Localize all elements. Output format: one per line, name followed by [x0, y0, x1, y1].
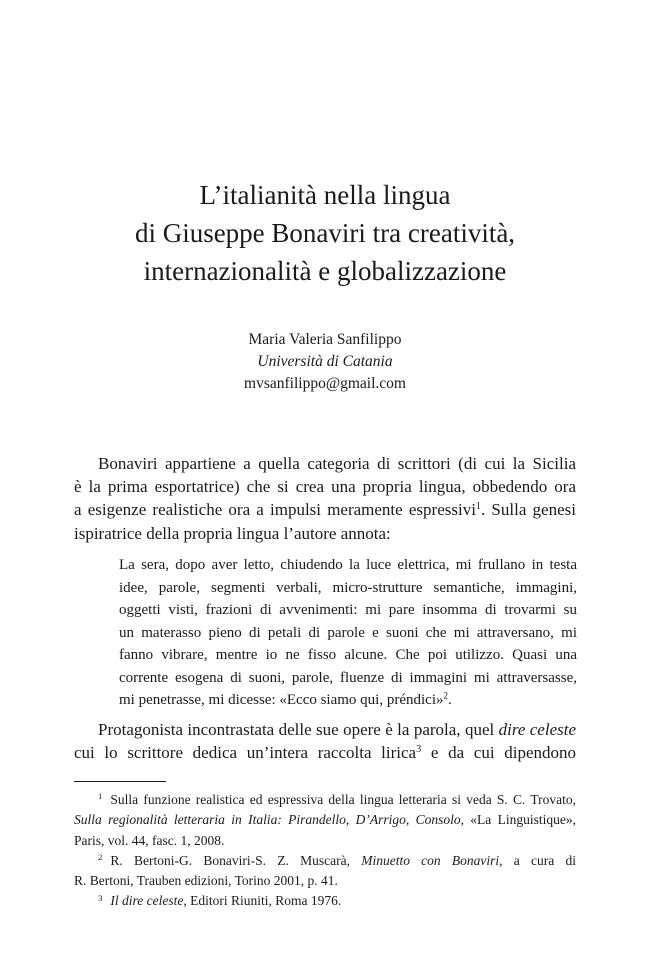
text-run: , a cura di	[499, 852, 576, 868]
quote-line: fanno vibrare, mentre io ne fisso alcune. Che poi utilizzo. Quasi una	[119, 647, 577, 663]
title-line-1: L’italianità nella lingua	[199, 180, 451, 210]
quote-line: corrente esogena di suoni, parole, fluenze di immagini mi attraversasse,	[119, 669, 577, 686]
paragraph-line	[74, 718, 576, 741]
quote-line: idee, parole, segmenti verbali, micro-strutture semantiche, immagini,	[119, 579, 577, 596]
paragraph-line	[74, 498, 576, 521]
paragraph-2	[74, 718, 576, 764]
italic-phrase: Minuetto con Bonaviri	[361, 852, 500, 868]
block-quote	[119, 554, 577, 712]
footnote-number: 1	[98, 791, 103, 802]
author-affiliation: Università di Catania	[257, 353, 393, 370]
footnote-number: 2	[98, 852, 103, 863]
text-run: . Sulla genesi	[481, 500, 576, 520]
footnote-1-line	[74, 810, 576, 830]
text-run: .	[448, 692, 452, 708]
text-run: a esigenze realistiche ora a impulsi meramente espressivi	[74, 500, 476, 520]
footnote-ref: 2	[443, 690, 448, 701]
author-email: mvsanfilippo@gmail.com	[244, 375, 406, 392]
text-run: mi penetrasse, mi dicesse: «Ecco siamo qui, préndici»	[119, 692, 444, 708]
text-run: Sulla funzione realistica ed espressiva della lingua letteraria si veda S. C. Trovato,	[110, 792, 576, 807]
title-line-2: di Giuseppe Bonaviri tra creatività,	[134, 218, 516, 248]
text-run: Protagonista incontrastata delle sue opere è la parola, quel	[98, 720, 499, 739]
paragraph-line	[74, 741, 576, 764]
footnotes	[74, 790, 576, 912]
footnote-2-line	[74, 851, 576, 871]
paragraph-line: ispiratrice della propria lingua l’autore annota:	[74, 523, 391, 543]
author-name: Maria Valeria Sanfilippo	[248, 331, 402, 348]
italic-phrase: Sulla regionalità letteraria in Italia: Pirandello, D’Arrigo, Consolo	[74, 812, 461, 828]
text-run: R. Bertoni-G. Bonaviri-S. Z. Muscarà,	[110, 852, 362, 868]
italic-phrase: dire celeste	[498, 720, 576, 739]
article-title	[0, 176, 650, 290]
footnote-ref: 3	[416, 744, 422, 756]
quote-line	[119, 689, 577, 712]
paragraph-1	[74, 452, 576, 545]
italic-phrase: Il dire celeste	[110, 893, 184, 909]
quote-line: La sera, dopo aver letto, chiudendo la luce elettrica, mi frullano in testa	[119, 557, 577, 573]
footnote-number: 3	[98, 892, 103, 903]
footnote-separator	[74, 781, 166, 782]
text-run: , «La Linguistique»,	[460, 812, 576, 828]
footnote-1-line	[74, 790, 576, 810]
footnote-1-line: Paris, vol. 44, fasc. 1, 2008.	[74, 832, 225, 848]
footnote-2-line: R. Bertoni, Trauben edizioni, Torino 2001, p. 41.	[74, 873, 338, 889]
footnote-3-line	[74, 891, 576, 911]
quote-line: oggetti visti, frazioni di avvenimenti: mi pare insomma di trovarmi su	[119, 602, 577, 618]
author-block	[0, 329, 650, 395]
text-run: e da cui dipendono	[421, 743, 576, 763]
quote-line: un materasso pieno di petali di parole e suoni che mi attraversano, mi	[119, 624, 577, 641]
text-run: cui lo scrittore dedica un’intera raccolta lirica	[74, 743, 417, 763]
footnote-ref: 1	[475, 501, 482, 513]
title-line-3: internazionalità e globalizzazione	[143, 256, 507, 286]
paragraph-line: Bonaviri appartiene a quella categoria di scrittori (di cui la Sicilia	[98, 454, 576, 473]
text-run: , Editori Riuniti, Roma 1976.	[183, 893, 342, 909]
paragraph-line: è la prima esportatrice) che si crea una propria lingua, obbedendo ora	[74, 477, 576, 497]
